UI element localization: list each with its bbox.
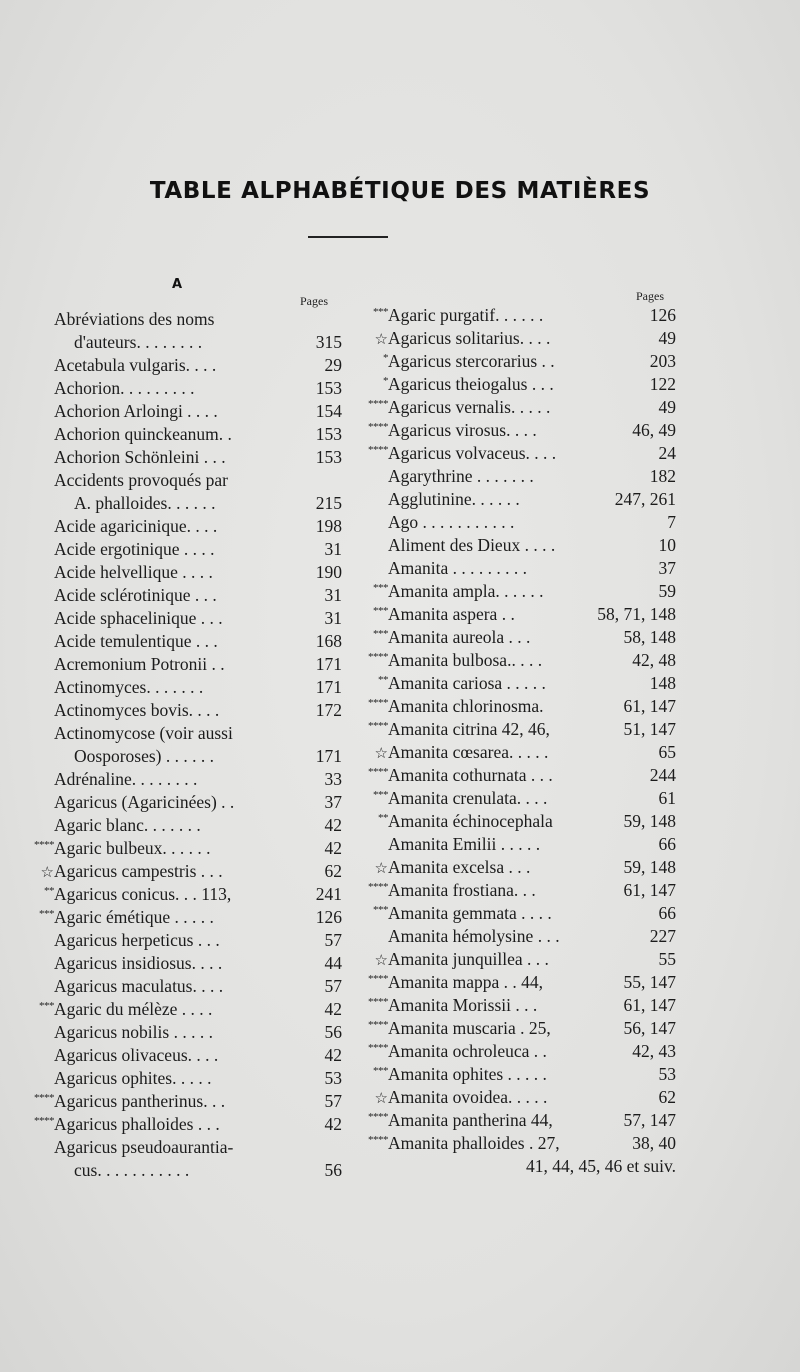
index-entry xyxy=(362,603,676,626)
index-entry xyxy=(362,695,676,718)
entry-text: Aliment des Dieux . . . . xyxy=(388,535,556,555)
entry-pages: 42 xyxy=(324,1114,342,1134)
entry-pages: 126 xyxy=(315,907,342,927)
page-title: TABLE ALPHABÉTIQUE DES MATIÈRES xyxy=(149,178,651,204)
entry-text: Abréviations des noms xyxy=(54,309,215,329)
entry-pages: 41, 44, 45, 46 et suiv. xyxy=(525,1156,677,1176)
entry-text: Amanita . . . . . . . . . xyxy=(388,558,528,578)
entry-text: Amanita mappa . . 44, xyxy=(388,972,544,992)
entry-pages: 33 xyxy=(324,769,342,789)
toxicity-mark: **** xyxy=(368,398,388,410)
index-entry xyxy=(28,446,342,469)
index-entry xyxy=(28,584,342,607)
pages-header-left: Pages xyxy=(300,294,328,308)
entry-text: Agaric du mélèze . . . . xyxy=(54,999,213,1019)
entry-pages: 38, 40 xyxy=(632,1133,676,1153)
toxicity-mark: *** xyxy=(39,1000,54,1012)
entry-pages: 198 xyxy=(315,516,342,536)
index-entry xyxy=(362,373,676,396)
toxicity-mark: **** xyxy=(34,1092,54,1104)
entry-text: Amanita hémolysine . . . xyxy=(388,926,560,946)
entry-text: Acide helvellique . . . . xyxy=(54,562,213,582)
index-entry xyxy=(362,465,676,488)
index-entry xyxy=(362,534,676,557)
entry-pages: 182 xyxy=(649,466,676,486)
entry-pages: 172 xyxy=(315,700,342,720)
entry-text: Amanita excelsa . . . xyxy=(388,857,531,877)
entry-text: Agaricus olivaceus. . . . xyxy=(54,1045,219,1065)
entry-text: Amanita Morissii . . . xyxy=(388,995,538,1015)
toxicity-mark: ** xyxy=(44,885,54,897)
toxicity-mark: **** xyxy=(368,996,388,1008)
index-column-left xyxy=(28,308,342,1182)
entry-pages: 31 xyxy=(324,585,342,605)
index-entry xyxy=(28,331,342,354)
index-entry xyxy=(362,396,676,419)
index-entry xyxy=(28,630,342,653)
index-entry xyxy=(28,515,342,538)
entry-text: Amanita ampla. . . . . . xyxy=(388,581,544,601)
toxicity-mark: **** xyxy=(34,1115,54,1127)
entry-text: Agaricus ophites. . . . . xyxy=(54,1068,212,1088)
entry-text: Amanita aspera . . xyxy=(388,604,515,624)
index-entry xyxy=(28,722,342,745)
entry-text: Amanita cariosa . . . . . xyxy=(388,673,546,693)
entry-pages: 53 xyxy=(658,1064,676,1084)
entry-text: Actinomyces bovis. . . . xyxy=(54,700,220,720)
entry-text: Acide sphacelinique . . . xyxy=(54,608,223,628)
entry-pages: 37 xyxy=(324,792,342,812)
index-entry xyxy=(28,1067,342,1090)
index-entry xyxy=(28,814,342,837)
entry-pages: 65 xyxy=(658,742,676,762)
entry-pages: 58, 148 xyxy=(623,627,676,647)
entry-text: Actinomyces. . . . . . . xyxy=(54,677,204,697)
toxicity-mark: * xyxy=(383,352,388,364)
entry-text: Amanita citrina 42, 46, xyxy=(388,719,550,739)
entry-text: Amanita pantherina 44, xyxy=(388,1110,553,1130)
toxicity-mark: **** xyxy=(368,697,388,709)
entry-text: A. phalloides. . . . . . xyxy=(74,493,216,513)
index-entry xyxy=(28,1159,342,1182)
entry-pages: 42, 43 xyxy=(632,1041,676,1061)
index-entry xyxy=(362,741,676,764)
entry-pages: 315 xyxy=(315,332,342,352)
entry-text: Agaric purgatif. . . . . . xyxy=(388,305,544,325)
index-entry xyxy=(28,699,342,722)
entry-text: Achorion Arloingi . . . . xyxy=(54,401,218,421)
entry-text: Agaricus (Agaricinées) . . xyxy=(54,792,235,812)
entry-text: Amanita bulbosa.. . . . xyxy=(388,650,543,670)
index-entry xyxy=(28,975,342,998)
index-entry xyxy=(362,810,676,833)
index-entry xyxy=(362,442,676,465)
toxicity-mark: *** xyxy=(39,908,54,920)
entry-pages: 55, 147 xyxy=(623,972,676,992)
toxicity-mark: ☆ xyxy=(374,953,388,969)
index-entry xyxy=(28,998,342,1021)
index-entry xyxy=(28,676,342,699)
entry-text: Agaricus maculatus. . . . xyxy=(54,976,224,996)
toxicity-mark: *** xyxy=(373,306,388,318)
entry-text: Amanita ophites . . . . . xyxy=(388,1064,547,1084)
index-entry xyxy=(362,488,676,511)
index-column-right xyxy=(362,304,676,1178)
entry-text: Amanita muscaria . 25, xyxy=(388,1018,551,1038)
entry-text: Agaric émétique . . . . . xyxy=(54,907,214,927)
entry-pages: 154 xyxy=(315,401,342,421)
index-entry xyxy=(362,1063,676,1086)
entry-text: Agaricus pantherinus. . . xyxy=(54,1091,226,1111)
toxicity-mark: ☆ xyxy=(374,332,388,348)
index-entry xyxy=(362,1132,676,1155)
entry-pages: 24 xyxy=(658,443,676,463)
toxicity-mark: **** xyxy=(368,651,388,663)
index-entry xyxy=(28,400,342,423)
index-entry xyxy=(28,745,342,768)
entry-pages: 59 xyxy=(658,581,676,601)
index-entry xyxy=(362,672,676,695)
entry-text: Amanita cothurnata . . . xyxy=(388,765,553,785)
index-entry xyxy=(28,538,342,561)
entry-pages: 29 xyxy=(324,355,342,375)
entry-text: Amanita junquillea . . . xyxy=(388,949,549,969)
index-entry xyxy=(362,994,676,1017)
entry-pages: 241 xyxy=(315,884,342,904)
index-entry xyxy=(362,1155,676,1178)
toxicity-mark: **** xyxy=(368,720,388,732)
entry-text: Amanita ovoidea. . . . . xyxy=(388,1087,548,1107)
entry-text: Amanita phalloides . 27, xyxy=(388,1133,560,1153)
toxicity-mark: **** xyxy=(368,1111,388,1123)
index-entry xyxy=(362,1109,676,1132)
index-entry xyxy=(362,948,676,971)
index-entry xyxy=(362,787,676,810)
index-entry xyxy=(28,377,342,400)
toxicity-mark: *** xyxy=(373,628,388,640)
index-entry xyxy=(28,1090,342,1113)
entry-pages: 59, 148 xyxy=(623,857,676,877)
index-entry xyxy=(362,1040,676,1063)
index-entry xyxy=(362,580,676,603)
toxicity-mark: ☆ xyxy=(40,865,54,881)
entry-pages: 244 xyxy=(649,765,676,785)
toxicity-mark: **** xyxy=(34,839,54,851)
entry-pages: 57 xyxy=(324,976,342,996)
entry-text: Agaricus campestris . . . xyxy=(54,861,223,881)
entry-pages: 44 xyxy=(324,953,342,973)
index-entry xyxy=(28,308,342,331)
entry-pages: 203 xyxy=(649,351,676,371)
entry-text: Acetabula vulgaris. . . . xyxy=(54,355,217,375)
entry-pages: 53 xyxy=(324,1068,342,1088)
index-entry xyxy=(362,511,676,534)
entry-text: Amanita crenulata. . . . xyxy=(388,788,548,808)
entry-pages: 58, 71, 148 xyxy=(597,604,676,624)
entry-pages: 171 xyxy=(315,746,342,766)
index-entry xyxy=(362,1086,676,1109)
entry-pages: 56, 147 xyxy=(623,1018,676,1038)
toxicity-mark: **** xyxy=(368,421,388,433)
entry-pages: 42 xyxy=(324,815,342,835)
index-entry xyxy=(28,952,342,975)
entry-text: Agaricus vernalis. . . . . xyxy=(388,397,551,417)
entry-pages: 148 xyxy=(649,673,676,693)
entry-pages: 61, 147 xyxy=(623,696,676,716)
index-entry xyxy=(28,1113,342,1136)
toxicity-mark: ** xyxy=(378,674,388,686)
entry-pages: 122 xyxy=(649,374,676,394)
entry-pages: 190 xyxy=(315,562,342,582)
entry-pages: 42 xyxy=(324,1045,342,1065)
entry-text: Acide ergotinique . . . . xyxy=(54,539,215,559)
entry-pages: 37 xyxy=(658,558,676,578)
entry-text: Acide temulentique . . . xyxy=(54,631,218,651)
entry-text: Agaricus phalloides . . . xyxy=(54,1114,220,1134)
entry-text: Agaricus herpeticus . . . xyxy=(54,930,220,950)
entry-text: Agarythrine . . . . . . . xyxy=(388,466,534,486)
entry-text: Agaricus virosus. . . . xyxy=(388,420,537,440)
entry-text: Actinomycose (voir aussi xyxy=(54,723,233,743)
index-entry xyxy=(362,304,676,327)
section-letter: A xyxy=(172,277,183,292)
entry-text: Amanita gemmata . . . . xyxy=(388,903,552,923)
entry-pages: 31 xyxy=(324,608,342,628)
index-entry xyxy=(362,833,676,856)
entry-text: Agaricus conicus. . . 113, xyxy=(54,884,232,904)
entry-text: Agaricus pseudoaurantia- xyxy=(54,1137,234,1157)
index-entry xyxy=(28,423,342,446)
entry-pages: 49 xyxy=(658,328,676,348)
index-entry xyxy=(362,856,676,879)
index-entry xyxy=(28,607,342,630)
entry-pages: 171 xyxy=(315,654,342,674)
toxicity-mark: **** xyxy=(368,444,388,456)
index-entry xyxy=(28,906,342,929)
entry-pages: 66 xyxy=(658,834,676,854)
entry-pages: 42 xyxy=(324,838,342,858)
index-entry xyxy=(28,653,342,676)
entry-text: Achorion. . . . . . . . . xyxy=(54,378,195,398)
index-entry xyxy=(362,718,676,741)
toxicity-mark: **** xyxy=(368,1019,388,1031)
entry-text: Accidents provoqués par xyxy=(54,470,228,490)
toxicity-mark: **** xyxy=(368,881,388,893)
entry-text: Amanita aureola . . . xyxy=(388,627,531,647)
entry-pages: 7 xyxy=(667,512,676,532)
title-rule xyxy=(308,236,388,238)
index-entry xyxy=(28,492,342,515)
entry-pages: 61 xyxy=(658,788,676,808)
toxicity-mark: * xyxy=(383,375,388,387)
entry-pages: 57 xyxy=(324,930,342,950)
toxicity-mark: *** xyxy=(373,582,388,594)
entry-pages: 46, 49 xyxy=(632,420,676,440)
entry-pages: 61, 147 xyxy=(623,995,676,1015)
entry-pages: 153 xyxy=(315,447,342,467)
entry-pages: 57 xyxy=(324,1091,342,1111)
index-entry xyxy=(28,768,342,791)
entry-pages: 62 xyxy=(324,861,342,881)
index-entry xyxy=(362,557,676,580)
toxicity-mark: ** xyxy=(378,812,388,824)
entry-pages: 56 xyxy=(324,1022,342,1042)
toxicity-mark: *** xyxy=(373,789,388,801)
index-entry xyxy=(28,561,342,584)
entry-pages: 62 xyxy=(658,1087,676,1107)
entry-pages: 56 xyxy=(324,1160,342,1180)
entry-text: Amanita cœsarea. . . . . xyxy=(388,742,549,762)
entry-text: Acide sclérotinique . . . xyxy=(54,585,217,605)
entry-pages: 10 xyxy=(658,535,676,555)
toxicity-mark: **** xyxy=(368,1134,388,1146)
toxicity-mark: *** xyxy=(373,605,388,617)
index-entry xyxy=(362,327,676,350)
index-entry xyxy=(28,883,342,906)
index-entry xyxy=(28,469,342,492)
entry-text: Agaric bulbeux. . . . . . xyxy=(54,838,211,858)
index-entry xyxy=(28,1021,342,1044)
index-entry xyxy=(28,791,342,814)
index-entry xyxy=(28,1044,342,1067)
entry-text: Amanita Emilii . . . . . xyxy=(388,834,541,854)
index-entry xyxy=(362,626,676,649)
entry-text: Achorion quinckeanum. . xyxy=(54,424,232,444)
entry-text: Agaricus nobilis . . . . . xyxy=(54,1022,213,1042)
index-entry xyxy=(362,925,676,948)
toxicity-mark: *** xyxy=(373,904,388,916)
index-entry xyxy=(362,350,676,373)
entry-pages: 153 xyxy=(315,424,342,444)
index-entry xyxy=(362,419,676,442)
entry-text: Amanita échinocephala xyxy=(388,811,553,831)
entry-pages: 171 xyxy=(315,677,342,697)
index-entry xyxy=(362,971,676,994)
entry-text: Acremonium Potronii . . xyxy=(54,654,225,674)
entry-pages: 66 xyxy=(658,903,676,923)
entry-text: Agaricus volvaceus. . . . xyxy=(388,443,557,463)
entry-pages: 42, 48 xyxy=(632,650,676,670)
entry-text: Agaricus solitarius. . . . xyxy=(388,328,551,348)
entry-text: Amanita ochroleuca . . xyxy=(388,1041,547,1061)
index-entry xyxy=(28,860,342,883)
entry-pages: 55 xyxy=(658,949,676,969)
entry-text: Oosporoses) . . . . . . xyxy=(74,746,214,766)
entry-text: Acide agaricinique. . . . xyxy=(54,516,218,536)
entry-text: Agaric blanc. . . . . . . xyxy=(54,815,201,835)
entry-text: Achorion Schönleini . . . xyxy=(54,447,226,467)
index-entry xyxy=(28,1136,342,1159)
entry-pages: 215 xyxy=(315,493,342,513)
index-entry xyxy=(362,764,676,787)
entry-pages: 61, 147 xyxy=(623,880,676,900)
toxicity-mark: **** xyxy=(368,973,388,985)
toxicity-mark: **** xyxy=(368,766,388,778)
entry-pages: 247, 261 xyxy=(614,489,676,509)
index-entry xyxy=(28,929,342,952)
toxicity-mark: ☆ xyxy=(374,1091,388,1107)
pages-header-right: Pages xyxy=(636,289,664,303)
entry-pages: 57, 147 xyxy=(623,1110,676,1130)
toxicity-mark: **** xyxy=(368,1042,388,1054)
toxicity-mark: *** xyxy=(373,1065,388,1077)
index-entry xyxy=(28,354,342,377)
entry-text: d'auteurs. . . . . . . . xyxy=(74,332,203,352)
index-entry xyxy=(362,1017,676,1040)
entry-text: Agaricus theiogalus . . . xyxy=(388,374,554,394)
toxicity-mark: ☆ xyxy=(374,746,388,762)
entry-text: Agaricus stercorarius . . xyxy=(388,351,555,371)
index-entry xyxy=(28,837,342,860)
entry-text: Agaricus insidiosus. . . . xyxy=(54,953,223,973)
toxicity-mark: ☆ xyxy=(374,861,388,877)
entry-pages: 227 xyxy=(649,926,676,946)
index-entry xyxy=(362,879,676,902)
entry-text: cus. . . . . . . . . . . xyxy=(74,1160,190,1180)
entry-text: Amanita chlorinosma. xyxy=(388,696,544,716)
entry-pages: 59, 148 xyxy=(623,811,676,831)
index-entry xyxy=(362,902,676,925)
entry-text: Amanita frostiana. . . xyxy=(388,880,536,900)
entry-pages: 153 xyxy=(315,378,342,398)
entry-pages: 51, 147 xyxy=(623,719,676,739)
entry-pages: 168 xyxy=(315,631,342,651)
entry-pages: 31 xyxy=(324,539,342,559)
entry-pages: 126 xyxy=(649,305,676,325)
index-entry xyxy=(362,649,676,672)
entry-text: Adrénaline. . . . . . . . xyxy=(54,769,198,789)
entry-text: Agglutinine. . . . . . xyxy=(388,489,520,509)
entry-pages: 49 xyxy=(658,397,676,417)
entry-pages: 42 xyxy=(324,999,342,1019)
entry-text: Ago . . . . . . . . . . . xyxy=(388,512,515,532)
